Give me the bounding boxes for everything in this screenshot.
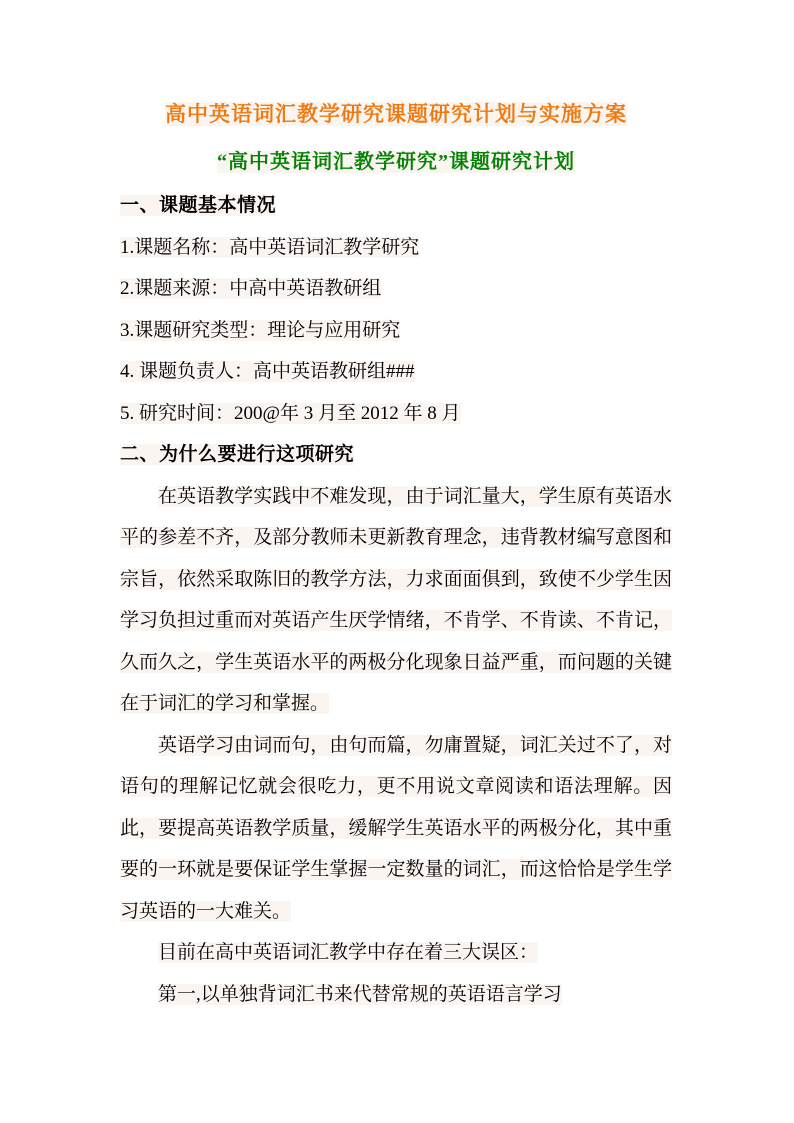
doc-subtitle-text: “高中英语词汇教学研究”课题研究计划 [217, 151, 575, 173]
list-item-topic-source-text: 2.课题来源：中高中英语教研组 [120, 278, 382, 299]
section-heading-2-text: 二、为什么要进行这项研究 [120, 444, 355, 465]
section-heading-1 [120, 185, 672, 227]
list-item-topic-name [120, 227, 672, 269]
body-line-misconceptions-intro-text: 目前在高中英语词汇教学中存在着三大误区： [158, 942, 539, 963]
body-paragraph-1-text: 在英语教学实践中不难发现，由于词汇量大，学生原有英语水平的参差不齐，及部分教师未更新教育理念，违背教材编写意图和宗旨，依然采取陈旧的教学方法，力求面面俱到，致使不少学生因学习负担过重而对英语产生厌学情绪，不肯学、不肯读、不肯记，久而久之，学生英语水平的两极分化现象日益严重，而问题的关键在于词汇的学习和掌握。 [120, 485, 672, 714]
body-paragraph-2 [120, 725, 672, 933]
doc-title [120, 100, 672, 128]
list-item-research-time [120, 393, 672, 435]
body-paragraph-1 [120, 476, 672, 725]
doc-subtitle [120, 148, 672, 176]
list-item-research-type-text: 3.课题研究类型：理论与应用研究 [120, 319, 401, 341]
doc-body [120, 185, 672, 1015]
body-line-misconception-1-text: 第一,以单独背词汇书来代替常规的英语语言学习 [158, 983, 562, 1005]
list-item-research-type [120, 310, 672, 352]
list-item-leader [120, 351, 672, 393]
list-item-topic-source [120, 268, 672, 310]
body-line-misconception-1 [120, 974, 672, 1016]
doc-title-text: 高中英语词汇教学研究课题研究计划与实施方案 [165, 102, 627, 126]
section-heading-1-text: 一、课题基本情况 [120, 195, 277, 216]
list-item-research-time-text: 5. 研究时间：200@年 3 月至 2012 年 8 月 [120, 402, 461, 424]
list-item-leader-text: 4. 课题负责人：高中英语教研组### [120, 361, 415, 382]
section-heading-2 [120, 434, 672, 476]
list-item-topic-name-text: 1.课题名称：高中英语词汇教学研究 [120, 236, 420, 258]
body-line-misconceptions-intro [120, 932, 672, 974]
body-paragraph-2-text: 英语学习由词而句，由句而篇，勿庸置疑，词汇关过不了，对语句的理解记忆就会很吃力，更不用说文章阅读和语法理解。因此，要提高英语教学质量，缓解学生英语水平的两极分化，其中重要的一环就是要保证学生掌握一定数量的词汇，而这恰恰是学生学习英语的一大难关。 [120, 734, 672, 922]
